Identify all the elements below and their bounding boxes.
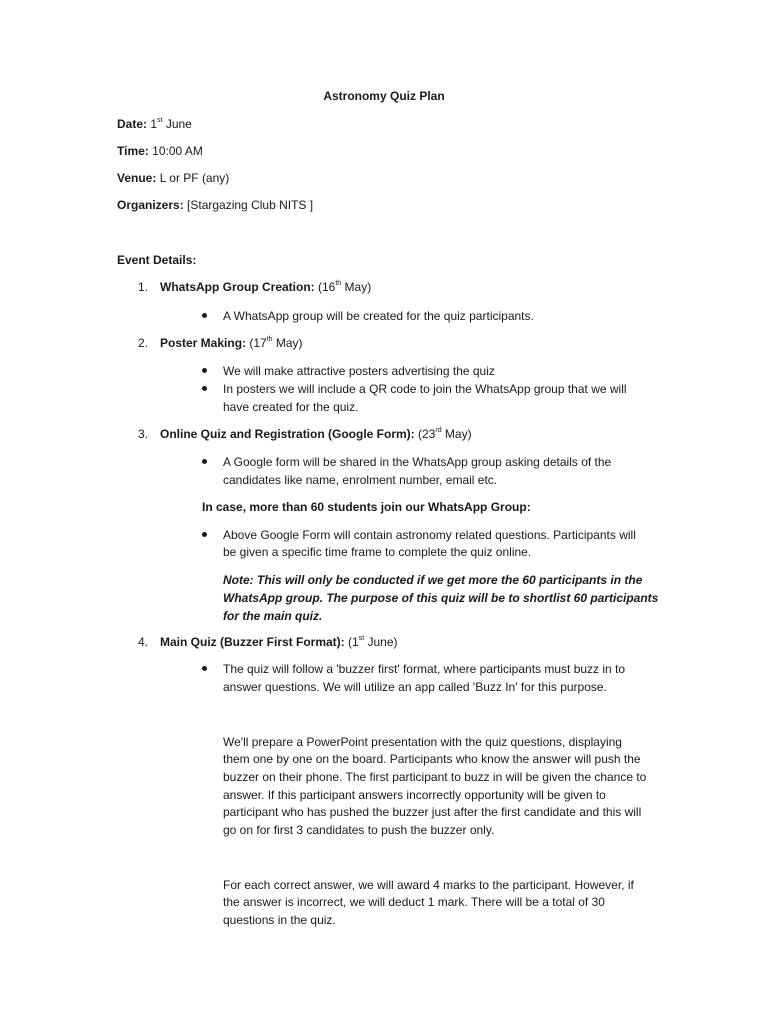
bullet-icon	[202, 666, 207, 671]
item-number: 4.	[138, 635, 149, 649]
item-heading: Main Quiz (Buzzer First Format): (1st June)	[160, 635, 398, 649]
bullet-text: The quiz will follow a 'buzzer first' format, where participants must buzz in to	[223, 662, 626, 676]
paragraph-line: For each correct answer, we will award 4 marks to the participant. However, if	[223, 878, 634, 892]
paragraph-line: questions in the quiz.	[223, 913, 336, 927]
paragraph-line: go on for first 3 candidates to push the buzzer only.	[223, 823, 495, 837]
item-heading: Online Quiz and Registration (Google Form): (23rd May)	[160, 427, 472, 441]
paragraph-line: We'll prepare a PowerPoint presentation with the quiz questions, displaying	[223, 735, 622, 749]
bullet-icon	[202, 532, 207, 537]
bullet-text: Above Google Form will contain astronomy related questions. Participants will	[223, 528, 636, 542]
date-line	[117, 115, 192, 133]
paragraph-line: them one by one on the board. Participants who know the answer will push the	[223, 752, 641, 766]
note-line: for the main quiz.	[223, 609, 323, 623]
bullet-text: A Google form will be shared in the WhatsApp group asking details of the	[223, 455, 612, 469]
item-number: 1.	[138, 280, 149, 294]
time-label: Time:	[117, 144, 149, 158]
bullet-text: In posters we will include a QR code to join the WhatsApp group that we will	[223, 382, 627, 396]
venue-label: Venue:	[117, 171, 157, 185]
bullet-icon	[202, 368, 207, 373]
bullet-icon	[202, 386, 207, 391]
document-title: Astronomy Quiz Plan	[323, 89, 445, 103]
item-number: 2.	[138, 336, 149, 350]
bullet-text-continued: candidates like name, enrolment number, email etc.	[223, 473, 498, 487]
organizers-value: [Stargazing Club NITS ]	[187, 198, 314, 212]
paragraph-line: the answer is incorrect, we will deduct 1 mark. There will be a total of 30	[223, 895, 605, 909]
venue-value: L or PF (any)	[159, 171, 230, 185]
item-heading: WhatsApp Group Creation: (16th May)	[160, 280, 372, 294]
organizers-label: Organizers:	[117, 198, 184, 212]
event-details-heading: Event Details:	[117, 253, 197, 267]
paragraph-line: buzzer on their phone. The first participant to buzz in will be given the chance to	[223, 770, 647, 784]
bullet-icon	[202, 313, 207, 318]
time-line	[117, 142, 203, 160]
date-value: 1st June	[150, 117, 192, 131]
bullet-text: A WhatsApp group will be created for the quiz participants.	[223, 309, 534, 323]
item-number: 3.	[138, 427, 149, 441]
bullet-text-continued: be given a specific time frame to complete the quiz online.	[223, 545, 532, 559]
item-heading: Poster Making: (17th May)	[160, 336, 303, 350]
organizers-line	[117, 196, 313, 214]
time-value: 10:00 AM	[152, 144, 203, 158]
paragraph-line: participant who has pushed the buzzer just after the first candidate and this will	[223, 805, 642, 819]
note-line: WhatsApp group. The purpose of this quiz will be to shortlist 60 participants	[223, 591, 659, 605]
paragraph-line: answer. If this participant answers incorrectly opportunity will be given to	[223, 788, 606, 802]
note-line: Note: This will only be conducted if we get more the 60 participants in the	[223, 573, 643, 587]
bullet-text: We will make attractive posters advertising the quiz	[223, 364, 495, 378]
subheading: In case, more than 60 students join our WhatsApp Group:	[202, 500, 531, 514]
bullet-text-continued: have created for the quiz.	[223, 400, 359, 414]
bullet-icon	[202, 459, 207, 464]
venue-line	[117, 169, 229, 187]
bullet-text-continued: answer questions. We will utilize an app called 'Buzz In' for this purpose.	[223, 680, 607, 694]
date-label: Date:	[117, 117, 148, 131]
